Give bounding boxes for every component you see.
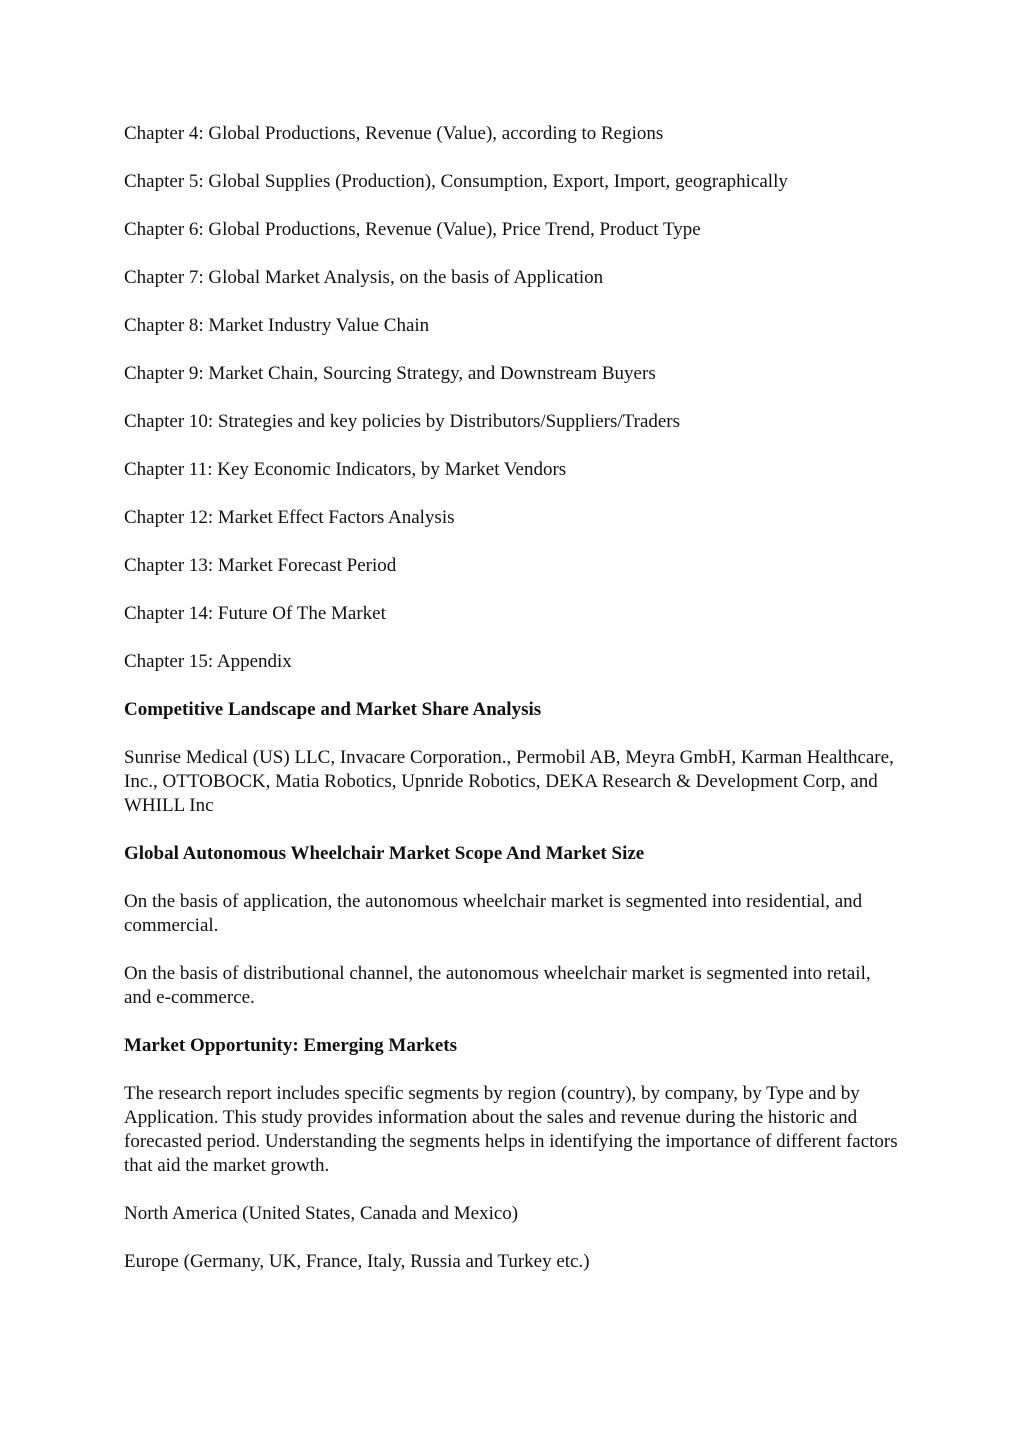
chapter-line: Chapter 10: Strategies and key policies by Distributors/Suppliers/Traders — [124, 411, 681, 432]
chapter-line: Chapter 15: Appendix — [124, 651, 292, 672]
chapter-line: Chapter 6: Global Productions, Revenue (Value), Price Trend, Product Type — [124, 219, 701, 240]
region-north-america: North America (United States, Canada and Mexico) — [124, 1203, 519, 1224]
chapter-line: Chapter 12: Market Effect Factors Analysis — [124, 507, 455, 528]
chapter-line: Chapter 11: Key Economic Indicators, by Market Vendors — [124, 459, 567, 480]
competitive-landscape-companies: Sunrise Medical (US) LLC, Invacare Corporation., Permobil AB, Meyra GmbH, Karman Healthcare, Inc., OTTOBOCK, Matia Robotics, Upnride Robotics, DEKA Research & Development Corp, and WHILL Inc — [124, 747, 894, 816]
market-scope-channel-paragraph: On the basis of distributional channel, the autonomous wheelchair market is segmented into retail, and e-commerce. — [124, 963, 871, 1008]
chapter-line: Chapter 9: Market Chain, Sourcing Strategy, and Downstream Buyers — [124, 363, 656, 384]
chapter-line: Chapter 4: Global Productions, Revenue (Value), according to Regions — [124, 123, 664, 144]
chapter-line: Chapter 7: Global Market Analysis, on the basis of Application — [124, 267, 604, 288]
market-scope-heading: Global Autonomous Wheelchair Market Scope And Market Size — [124, 843, 645, 864]
chapter-line: Chapter 8: Market Industry Value Chain — [124, 315, 430, 336]
region-europe: Europe (Germany, UK, France, Italy, Russia and Turkey etc.) — [124, 1251, 590, 1272]
market-opportunity-paragraph: The research report includes specific segments by region (country), by company, by Type and by Application. This study provides information about the sales and revenue during the historic and forecasted period. Understanding the segments helps in identifying the importance of different factors that aid the market growth. — [124, 1083, 898, 1176]
chapter-line: Chapter 13: Market Forecast Period — [124, 555, 397, 576]
document-body — [124, 122, 899, 1298]
market-scope-application-paragraph: On the basis of application, the autonomous wheelchair market is segmented into residential, and commercial. — [124, 891, 863, 936]
competitive-landscape-heading: Competitive Landscape and Market Share Analysis — [124, 699, 542, 720]
chapter-line: Chapter 14: Future Of The Market — [124, 603, 386, 624]
chapter-line: Chapter 5: Global Supplies (Production), Consumption, Export, Import, geographically — [124, 171, 788, 192]
market-opportunity-heading: Market Opportunity: Emerging Markets — [124, 1035, 457, 1056]
